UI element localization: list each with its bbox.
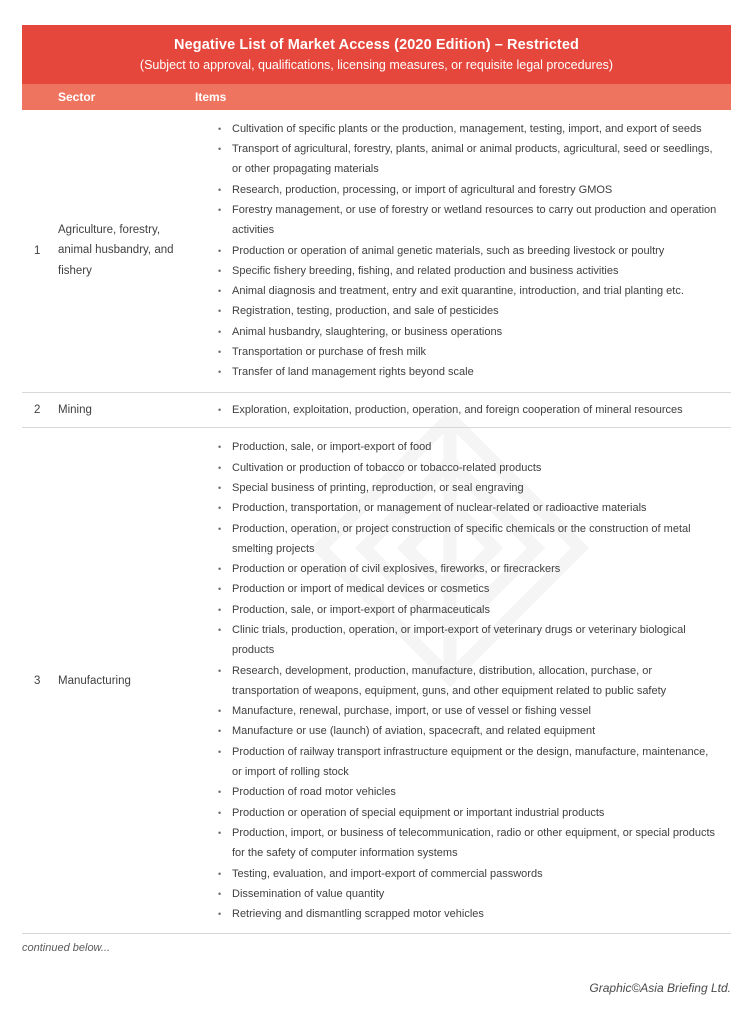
bullet-icon: • bbox=[218, 245, 222, 256]
bullet-icon: • bbox=[218, 503, 222, 514]
bullet-icon: • bbox=[218, 326, 222, 337]
column-header-row bbox=[22, 84, 731, 110]
list-item-text: Research, development, production, manufacture, distribution, allocation, purchase, or transportation of weapons, equipment, guns, and other equipment related to public safety bbox=[232, 664, 667, 697]
bullet-icon: • bbox=[218, 482, 222, 493]
list-item-text: Exploration, exploitation, production, operation, and foreign cooperation of mineral resources bbox=[232, 403, 683, 416]
bullet-icon: • bbox=[218, 624, 222, 635]
bullet-icon: • bbox=[218, 306, 222, 317]
bullet-icon: • bbox=[218, 144, 222, 155]
table-subtitle: (Subject to approval, qualifications, licensing measures, or requisite legal procedures) bbox=[139, 58, 614, 73]
row-number: 2 bbox=[34, 403, 41, 416]
row-items-cell bbox=[195, 119, 731, 383]
list-item-text: Transportation or purchase of fresh milk bbox=[232, 346, 427, 359]
list-item bbox=[218, 400, 719, 420]
list-item bbox=[218, 241, 719, 261]
row-items-cell bbox=[195, 437, 731, 924]
list-item bbox=[218, 823, 719, 864]
list-item bbox=[218, 478, 719, 498]
table-title: Negative List of Market Access (2020 Edition) – Restricted bbox=[174, 37, 579, 53]
list-item-text: Registration, testing, production, and sale of pesticides bbox=[232, 305, 499, 318]
list-item-text: Forestry management, or use of forestry or wetland resources to carry out production and operation activities bbox=[232, 203, 717, 237]
bullet-icon: • bbox=[218, 706, 222, 717]
list-item-text: Special business of printing, reproduction, or seal engraving bbox=[232, 481, 524, 494]
row-number: 3 bbox=[34, 674, 41, 687]
list-item-text: Manufacture or use (launch) of aviation, spacecraft, and related equipment bbox=[232, 725, 596, 738]
bullet-icon: • bbox=[218, 286, 222, 297]
list-item bbox=[218, 200, 719, 241]
bullet-icon: • bbox=[218, 888, 222, 899]
bullet-icon: • bbox=[218, 204, 222, 215]
list-item bbox=[218, 600, 719, 620]
list-item bbox=[218, 864, 719, 884]
column-header-items: Items bbox=[195, 89, 227, 104]
bullet-icon: • bbox=[218, 868, 222, 879]
bullet-icon: • bbox=[218, 462, 222, 473]
list-item-text: Animal diagnosis and treatment, entry and exit quarantine, introduction, and trial planting etc. bbox=[232, 285, 684, 298]
bullet-icon: • bbox=[218, 442, 222, 453]
bullet-icon: • bbox=[218, 726, 222, 737]
list-item bbox=[218, 721, 719, 741]
bullet-icon: • bbox=[218, 584, 222, 595]
list-item-text: Transport of agricultural, forestry, plants, animal or animal products, agricultural, seed or seedlings, or other propagating materials bbox=[232, 143, 713, 176]
table-title-bar bbox=[22, 25, 731, 84]
row-number: 1 bbox=[34, 244, 41, 257]
bullet-icon: • bbox=[218, 787, 222, 798]
row-sector: Mining bbox=[58, 403, 92, 416]
bullet-icon: • bbox=[218, 123, 222, 134]
list-item-text: Research, production, processing, or import of agricultural and forestry GMOS bbox=[232, 183, 613, 196]
table-row bbox=[22, 392, 731, 428]
bullet-icon: • bbox=[218, 404, 222, 415]
list-item-text: Retrieving and dismantling scrapped motor vehicles bbox=[232, 908, 484, 921]
list-item-text: Production, import, or business of telecommunication, radio or other equipment, or special products for the safety of computer information systems bbox=[232, 826, 716, 860]
list-item bbox=[218, 498, 719, 518]
row-sector: Manufacturing bbox=[58, 674, 131, 687]
list-item bbox=[218, 904, 719, 924]
negative-list-table bbox=[22, 25, 731, 954]
list-item-text: Production or operation of special equipment or important industrial products bbox=[232, 806, 605, 819]
list-item-text: Cultivation or production of tobacco or tobacco-related products bbox=[232, 461, 542, 474]
list-item bbox=[218, 180, 719, 200]
bullet-icon: • bbox=[218, 807, 222, 818]
column-header-sector: Sector bbox=[58, 89, 96, 104]
list-item bbox=[218, 119, 719, 139]
list-item-text: Production, sale, or import-export of food bbox=[232, 441, 432, 454]
list-item-text: Transfer of land management rights beyond scale bbox=[232, 366, 474, 379]
list-item-text: Production or operation of animal genetic materials, such as breeding livestock or poultry bbox=[232, 244, 665, 257]
bullet-icon: • bbox=[218, 184, 222, 195]
continued-note: continued below... bbox=[22, 942, 111, 955]
list-item bbox=[218, 701, 719, 721]
bullet-icon: • bbox=[218, 604, 222, 615]
list-item bbox=[218, 620, 719, 661]
table-row bbox=[22, 110, 731, 392]
list-item bbox=[218, 281, 719, 301]
list-item bbox=[218, 458, 719, 478]
list-item-text: Production or import of medical devices or cosmetics bbox=[232, 583, 490, 596]
credit-line: Graphic©Asia Briefing Ltd. bbox=[589, 981, 731, 995]
list-item-text: Testing, evaluation, and import-export of commercial passwords bbox=[232, 867, 543, 880]
bullet-icon: • bbox=[218, 827, 222, 838]
list-item bbox=[218, 579, 719, 599]
list-item-text: Cultivation of specific plants or the production, management, testing, import, and export of seeds bbox=[232, 122, 702, 135]
table-body bbox=[22, 110, 731, 935]
list-item-text: Production of road motor vehicles bbox=[232, 786, 396, 799]
list-item bbox=[218, 559, 719, 579]
list-item bbox=[218, 342, 719, 362]
bullet-icon: • bbox=[218, 564, 222, 575]
list-item-text: Production, transportation, or management of nuclear-related or radioactive materials bbox=[232, 502, 647, 515]
bullet-icon: • bbox=[218, 523, 222, 534]
list-item-text: Production of railway transport infrastructure equipment or the design, manufacture, maintenance, or import of rolling stock bbox=[232, 745, 709, 779]
list-item bbox=[218, 322, 719, 342]
list-item bbox=[218, 437, 719, 457]
row-sector: Agriculture, forestry, animal husbandry, and fishery bbox=[58, 223, 174, 278]
list-item-text: Dissemination of value quantity bbox=[232, 887, 385, 900]
list-item bbox=[218, 519, 719, 560]
bullet-icon: • bbox=[218, 746, 222, 757]
list-item-text: Production, sale, or import-export of pharmaceuticals bbox=[232, 603, 491, 616]
bullet-icon: • bbox=[218, 909, 222, 920]
bullet-icon: • bbox=[218, 665, 222, 676]
list-item-text: Production or operation of civil explosives, fireworks, or firecrackers bbox=[232, 563, 561, 576]
table-row bbox=[22, 427, 731, 933]
bullet-icon: • bbox=[218, 265, 222, 276]
list-item-text: Clinic trials, production, operation, or import-export of veterinary drugs or veterinary biological products bbox=[232, 623, 686, 657]
list-item bbox=[218, 362, 719, 382]
list-item-text: Manufacture, renewal, purchase, import, or use of vessel or fishing vessel bbox=[232, 705, 591, 718]
list-item bbox=[218, 301, 719, 321]
bullet-icon: • bbox=[218, 347, 222, 358]
list-item bbox=[218, 884, 719, 904]
bullet-icon: • bbox=[218, 367, 222, 378]
list-item bbox=[218, 661, 719, 702]
list-item-text: Animal husbandry, slaughtering, or business operations bbox=[232, 325, 503, 338]
list-item bbox=[218, 261, 719, 281]
list-item bbox=[218, 742, 719, 783]
list-item bbox=[218, 139, 719, 180]
list-item-text: Specific fishery breeding, fishing, and related production and business activities bbox=[232, 264, 619, 277]
list-item bbox=[218, 782, 719, 802]
row-items-cell bbox=[195, 400, 731, 420]
list-item bbox=[218, 803, 719, 823]
list-item-text: Production, operation, or project construction of specific chemicals or the construction of metal smelting projects bbox=[232, 522, 691, 555]
